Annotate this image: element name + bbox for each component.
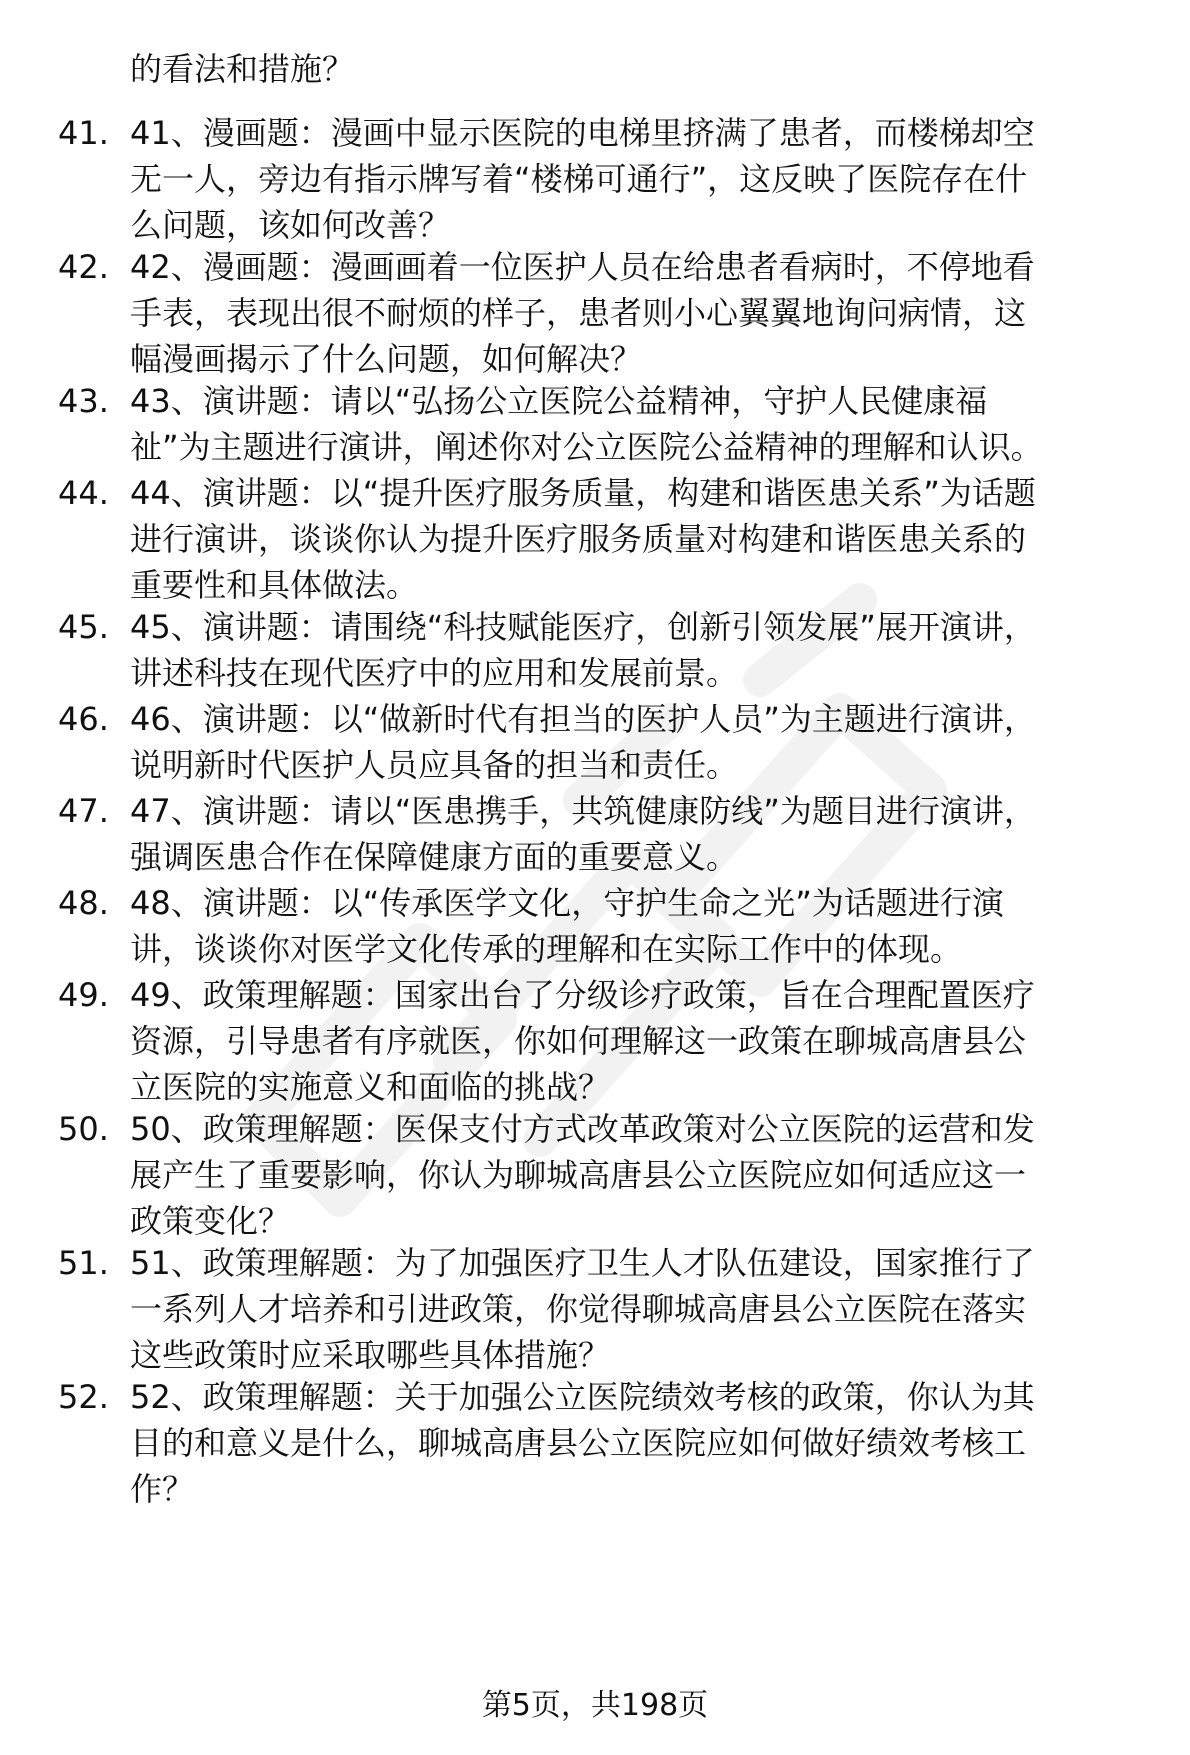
question-text-line: 48、演讲题：以“传承医学文化，守护生命之光”为话题进行演 [130,884,1004,922]
question-text-line: 么问题，该如何改善？ [130,206,451,244]
question-text-line: 展产生了重要影响，你认为聊城高唐县公立医院应如何适应这一 [130,1156,1027,1194]
question-number: 44. [58,474,109,512]
page-footer: 第5页，共198页 [481,1688,709,1723]
question-text [130,604,1150,696]
question-text-line: 立医院的实施意义和面临的挑战？ [130,1068,611,1106]
question-text [130,1374,1150,1512]
question-text-line: 强调医患合作在保障健康方面的重要意义。 [130,838,739,876]
question-text [130,378,1150,470]
question-text-line: 43、演讲题：请以“弘扬公立医院公益精神，守护人民健康福 [130,382,988,420]
question-text [130,880,1150,972]
question-text [130,788,1150,880]
question-text [130,244,1150,382]
question-text-line: 一系列人才培养和引进政策，你觉得聊城高唐县公立医院在落实 [130,1290,1027,1328]
question-text-line: 无一人，旁边有指示牌写着“楼梯可通行”，这反映了医院存在什 [130,160,1028,198]
question-number: 43. [58,382,109,420]
question-text-line: 资源，引导患者有序就医，你如何理解这一政策在聊城高唐县公 [130,1022,1027,1060]
question-text-line: 政策变化？ [130,1202,291,1240]
question-text-line: 讲，谈谈你对医学文化传承的理解和在实际工作中的体现。 [130,930,963,968]
question-text [130,696,1150,788]
question-text-line: 47、演讲题：请以“医患携手，共筑健康防线”为题目进行演讲， [130,792,1036,830]
question-text-line: 讲述科技在现代医疗中的应用和发展前景。 [130,654,739,692]
question-text [130,972,1150,1110]
question-text [130,1240,1150,1378]
question-text-line: 46、演讲题：以“做新时代有担当的医护人员”为主题进行演讲， [130,700,1036,738]
question-text-line: 52、政策理解题：关于加强公立医院绩效考核的政策，你认为其 [130,1378,1035,1416]
question-number: 45. [58,608,109,646]
question-number: 48. [58,884,109,922]
question-text-line: 目的和意义是什么，聊城高唐县公立医院应如何做好绩效考核工 [130,1424,1027,1462]
question-text-line: 50、政策理解题：医保支付方式改革政策对公立医院的运营和发 [130,1110,1035,1148]
question-text-line: 41、漫画题：漫画中显示医院的电梯里挤满了患者，而楼梯却空 [130,114,1035,152]
question-text [130,470,1150,608]
question-text-line: 49、政策理解题：国家出台了分级诊疗政策，旨在合理配置医疗 [130,976,1035,1014]
question-text-line: 44、演讲题：以“提升医疗服务质量，构建和谐医患关系”为话题 [130,474,1036,512]
question-text [130,1106,1150,1244]
question-number: 51. [58,1244,109,1282]
question-text-line: 祉”为主题进行演讲，阐述你对公立医院公益精神的理解和认识。 [130,428,1043,466]
question-number: 50. [58,1110,109,1148]
question-text-line: 51、政策理解题：为了加强医疗卫生人才队伍建设，国家推行了 [130,1244,1035,1282]
question-number: 47. [58,792,109,830]
question-number: 52. [58,1378,109,1416]
question-text-line: 手表，表现出很不耐烦的样子，患者则小心翼翼地询问病情，这 [130,294,1027,332]
question-text-line: 重要性和具体做法。 [130,566,419,604]
question-number: 49. [58,976,109,1014]
question-text [130,110,1150,248]
question-text-line: 说明新时代医护人员应具备的担当和责任。 [130,746,739,784]
question-text-line: 这些政策时应采取哪些具体措施？ [130,1336,611,1374]
question-number: 42. [58,248,109,286]
question-number: 46. [58,700,109,738]
question-text-line: 45、演讲题：请围绕“科技赋能医疗，创新引领发展”展开演讲， [130,608,1036,646]
question-text-line: 作？ [130,1470,195,1508]
question-text-line: 进行演讲，谈谈你认为提升医疗服务质量对构建和谐医患关系的 [130,520,1027,558]
question-text-line: 幅漫画揭示了什么问题，如何解决？ [130,340,643,378]
question-number: 41. [58,114,109,152]
continuation-text: 的看法和措施？ [130,50,355,88]
question-text-line: 42、漫画题：漫画画着一位医护人员在给患者看病时，不停地看 [130,248,1035,286]
